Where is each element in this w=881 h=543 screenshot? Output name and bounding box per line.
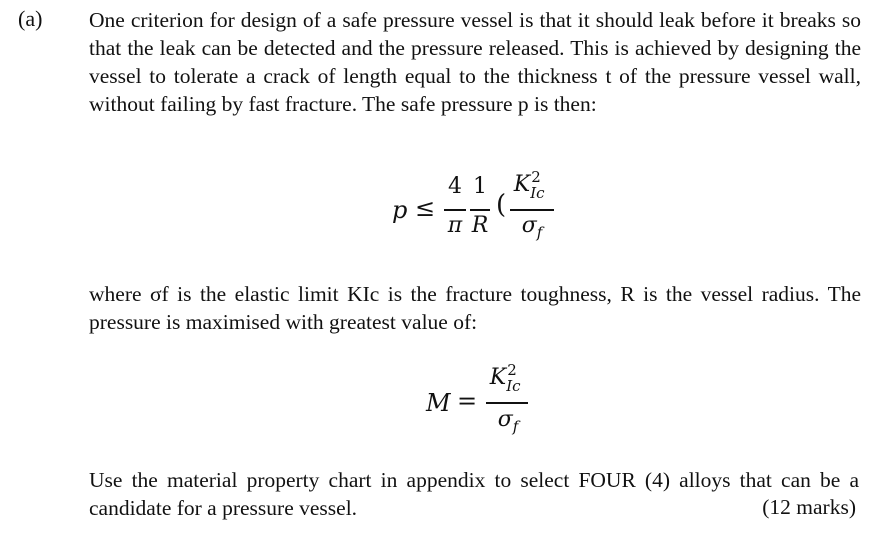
marks-allocation: (12 marks) [762,495,856,519]
eq1-k-superscript: 2 [531,168,541,186]
eq1-frac2-numerator: 1 [473,174,487,199]
eq1-sigma-symbol: σ [521,213,537,238]
definition-sentence: where σf is the elastic limit KIc is the fracture toughness, R is the vessel radius. The pressure is maximised with greatest value of: [89,282,861,334]
eq1-k-symbol: K [513,172,531,197]
eq1-sigma-subscript: f [536,223,543,242]
eq1-frac1-numerator: 4 [448,174,462,199]
eq1-lhs: p [392,196,408,224]
eq1-frac1-denominator: π [447,213,463,238]
eq2-relation: = [457,387,478,415]
eq1-frac3-denominator [508,213,556,242]
eq2-bar [486,402,528,404]
eq2-sigma-symbol: σ [497,407,513,432]
eq1-frac1-bar [444,209,466,211]
eq2-lhs: M [426,389,451,417]
eq1-frac2-denominator: R [471,213,489,238]
eq2-k-symbol: K [489,365,507,390]
eq2-k-subscript: Ic [506,377,521,395]
task-sentence: Use the material property chart in appendix to select FOUR (4) alloys that can be a candidate for a pressure vessel. [89,468,859,520]
question-intro: One criterion for design of a safe pressure vessel is that it should leak before it breaks so that the leak can be detected and the pressure released. This is achieved by designing the vessel to tolerate a crack of length equal to the thickness t of the pressure vessel wall, without failing by fast fracture. The safe pressure p is then: [89,8,861,116]
eq1-frac3-numerator [508,168,556,202]
question-label: (a) [18,6,43,31]
eq2-sigma-subscript: f [512,417,519,436]
eq1-open-paren: ( [496,190,507,220]
eq1-k-subscript: Ic [530,184,545,202]
eq2-k-superscript: 2 [507,361,517,379]
eq2-denominator [484,407,532,436]
eq1-relation: ≤ [415,194,436,222]
eq1-frac3-bar [510,209,554,211]
eq1-frac2-bar [470,209,490,211]
task-text [89,466,859,522]
eq2-numerator [484,361,532,395]
definition-text [89,280,861,336]
